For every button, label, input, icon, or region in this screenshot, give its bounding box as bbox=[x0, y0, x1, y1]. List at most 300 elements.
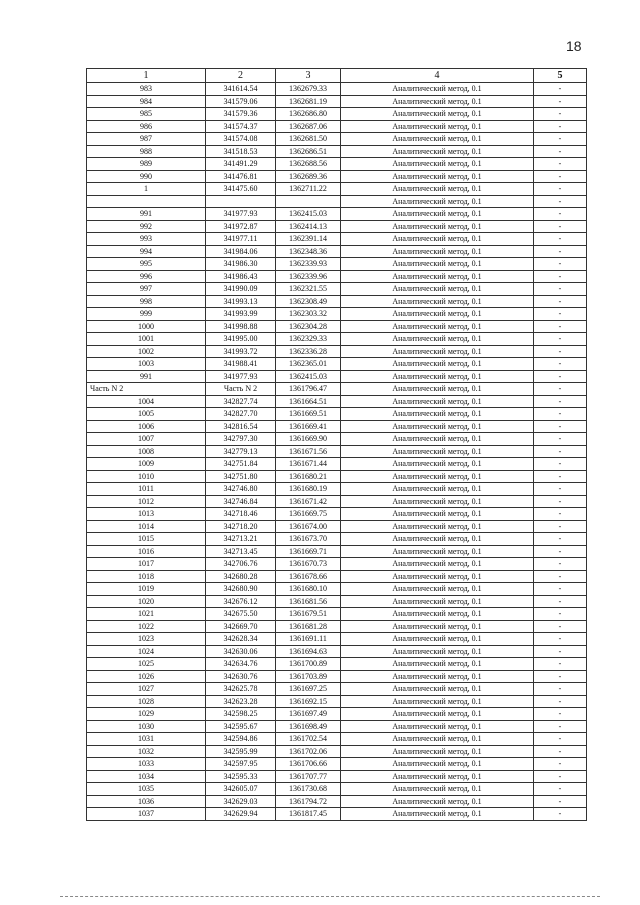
x-coordinate-cell: 341977.93 bbox=[206, 208, 276, 221]
x-coordinate-cell: 341993.13 bbox=[206, 295, 276, 308]
column-header-4: 4 bbox=[341, 69, 534, 83]
x-coordinate-cell: 342595.67 bbox=[206, 720, 276, 733]
column-header-2: 2 bbox=[206, 69, 276, 83]
point-number-cell: 1034 bbox=[87, 770, 206, 783]
point-number-cell: 1021 bbox=[87, 608, 206, 621]
x-coordinate-cell: 341984.06 bbox=[206, 245, 276, 258]
accuracy-cell: - bbox=[534, 358, 587, 371]
y-coordinate-cell: 1362711.22 bbox=[276, 183, 341, 196]
table-row bbox=[87, 520, 587, 533]
method-cell: Аналитический метод, 0.1 bbox=[341, 245, 534, 258]
table-row bbox=[87, 558, 587, 571]
accuracy-cell: - bbox=[534, 470, 587, 483]
x-coordinate-cell: 342797.30 bbox=[206, 433, 276, 446]
point-number-cell: 1017 bbox=[87, 558, 206, 571]
method-cell: Аналитический метод, 0.1 bbox=[341, 408, 534, 421]
point-number-cell: 997 bbox=[87, 283, 206, 296]
y-coordinate-cell: 1362681.19 bbox=[276, 95, 341, 108]
y-coordinate-cell: 1362329.33 bbox=[276, 333, 341, 346]
x-coordinate-cell: Часть N 2 bbox=[206, 383, 276, 396]
accuracy-cell: - bbox=[534, 295, 587, 308]
method-cell: Аналитический метод, 0.1 bbox=[341, 808, 534, 821]
accuracy-cell: - bbox=[534, 633, 587, 646]
method-cell: Аналитический метод, 0.1 bbox=[341, 508, 534, 521]
method-cell: Аналитический метод, 0.1 bbox=[341, 133, 534, 146]
method-cell: Аналитический метод, 0.1 bbox=[341, 420, 534, 433]
y-coordinate-cell: 1361680.10 bbox=[276, 583, 341, 596]
x-coordinate-cell: 342597.95 bbox=[206, 758, 276, 771]
point-number-cell: 1013 bbox=[87, 508, 206, 521]
accuracy-cell: - bbox=[534, 233, 587, 246]
method-cell: Аналитический метод, 0.1 bbox=[341, 570, 534, 583]
point-number-cell: 1006 bbox=[87, 420, 206, 433]
x-coordinate-cell: 342629.03 bbox=[206, 795, 276, 808]
x-coordinate-cell: 341988.41 bbox=[206, 358, 276, 371]
y-coordinate-cell: 1362304.28 bbox=[276, 320, 341, 333]
method-cell: Аналитический метод, 0.1 bbox=[341, 695, 534, 708]
x-coordinate-cell: 342713.21 bbox=[206, 533, 276, 546]
table-row bbox=[87, 470, 587, 483]
point-number-cell: 1004 bbox=[87, 395, 206, 408]
y-coordinate-cell: 1361678.66 bbox=[276, 570, 341, 583]
method-cell: Аналитический метод, 0.1 bbox=[341, 333, 534, 346]
y-coordinate-cell: 1361700.89 bbox=[276, 658, 341, 671]
y-coordinate-cell: 1361706.66 bbox=[276, 758, 341, 771]
accuracy-cell: - bbox=[534, 345, 587, 358]
x-coordinate-cell: 342676.12 bbox=[206, 595, 276, 608]
y-coordinate-cell: 1362687.06 bbox=[276, 120, 341, 133]
point-number-cell: 1019 bbox=[87, 583, 206, 596]
table-row bbox=[87, 395, 587, 408]
table-row bbox=[87, 608, 587, 621]
x-coordinate-cell: 341518.53 bbox=[206, 145, 276, 158]
method-cell: Аналитический метод, 0.1 bbox=[341, 83, 534, 96]
accuracy-cell: - bbox=[534, 120, 587, 133]
method-cell: Аналитический метод, 0.1 bbox=[341, 608, 534, 621]
table-header-row bbox=[87, 69, 587, 83]
x-coordinate-cell: 342628.34 bbox=[206, 633, 276, 646]
point-number-cell: 1026 bbox=[87, 670, 206, 683]
x-coordinate-cell: 342675.50 bbox=[206, 608, 276, 621]
accuracy-cell: - bbox=[534, 383, 587, 396]
x-coordinate-cell: 341574.37 bbox=[206, 120, 276, 133]
point-number-cell: 993 bbox=[87, 233, 206, 246]
x-coordinate-cell: 341475.60 bbox=[206, 183, 276, 196]
y-coordinate-cell: 1362303.32 bbox=[276, 308, 341, 321]
point-number-cell: 992 bbox=[87, 220, 206, 233]
y-coordinate-cell: 1361697.25 bbox=[276, 683, 341, 696]
table-row bbox=[87, 645, 587, 658]
y-coordinate-cell: 1361691.11 bbox=[276, 633, 341, 646]
accuracy-cell: - bbox=[534, 158, 587, 171]
method-cell: Аналитический метод, 0.1 bbox=[341, 358, 534, 371]
footer-divider bbox=[60, 896, 600, 897]
table-row bbox=[87, 208, 587, 221]
x-coordinate-cell: 342605.07 bbox=[206, 783, 276, 796]
y-coordinate-cell: 1361707.77 bbox=[276, 770, 341, 783]
point-number-cell: 1025 bbox=[87, 658, 206, 671]
y-coordinate-cell: 1362679.33 bbox=[276, 83, 341, 96]
table-row bbox=[87, 570, 587, 583]
point-number-cell: 995 bbox=[87, 258, 206, 271]
x-coordinate-cell: 342718.20 bbox=[206, 520, 276, 533]
point-number-cell: 1015 bbox=[87, 533, 206, 546]
accuracy-cell: - bbox=[534, 583, 587, 596]
y-coordinate-cell: 1361680.19 bbox=[276, 483, 341, 496]
method-cell: Аналитический метод, 0.1 bbox=[341, 370, 534, 383]
point-number-cell: 990 bbox=[87, 170, 206, 183]
method-cell: Аналитический метод, 0.1 bbox=[341, 783, 534, 796]
method-cell: Аналитический метод, 0.1 bbox=[341, 658, 534, 671]
method-cell: Аналитический метод, 0.1 bbox=[341, 258, 534, 271]
y-coordinate-cell: 1362321.55 bbox=[276, 283, 341, 296]
table-row bbox=[87, 120, 587, 133]
point-number-cell: 1035 bbox=[87, 783, 206, 796]
table-row bbox=[87, 245, 587, 258]
table-row bbox=[87, 545, 587, 558]
point-number-cell: 1029 bbox=[87, 708, 206, 721]
accuracy-cell: - bbox=[534, 758, 587, 771]
point-number-cell: 984 bbox=[87, 95, 206, 108]
point-number-cell: 983 bbox=[87, 83, 206, 96]
method-cell: Аналитический метод, 0.1 bbox=[341, 158, 534, 171]
method-cell: Аналитический метод, 0.1 bbox=[341, 533, 534, 546]
point-number-cell: 1027 bbox=[87, 683, 206, 696]
x-coordinate-cell: 341993.99 bbox=[206, 308, 276, 321]
accuracy-cell: - bbox=[534, 258, 587, 271]
x-coordinate-cell: 341998.88 bbox=[206, 320, 276, 333]
accuracy-cell: - bbox=[534, 570, 587, 583]
table-row bbox=[87, 633, 587, 646]
table-row bbox=[87, 583, 587, 596]
table-body bbox=[87, 83, 587, 821]
method-cell: Аналитический метод, 0.1 bbox=[341, 520, 534, 533]
x-coordinate-cell: 342746.80 bbox=[206, 483, 276, 496]
method-cell: Аналитический метод, 0.1 bbox=[341, 745, 534, 758]
y-coordinate-cell: 1361669.51 bbox=[276, 408, 341, 421]
table-row bbox=[87, 620, 587, 633]
y-coordinate-cell: 1362365.01 bbox=[276, 358, 341, 371]
table-row bbox=[87, 733, 587, 746]
accuracy-cell: - bbox=[534, 595, 587, 608]
point-number-cell: 989 bbox=[87, 158, 206, 171]
method-cell: Аналитический метод, 0.1 bbox=[341, 145, 534, 158]
method-cell: Аналитический метод, 0.1 bbox=[341, 283, 534, 296]
y-coordinate-cell: 1361697.49 bbox=[276, 708, 341, 721]
table-row bbox=[87, 708, 587, 721]
method-cell: Аналитический метод, 0.1 bbox=[341, 108, 534, 121]
accuracy-cell: - bbox=[534, 533, 587, 546]
table-row bbox=[87, 295, 587, 308]
y-coordinate-cell: 1362339.93 bbox=[276, 258, 341, 271]
method-cell: Аналитический метод, 0.1 bbox=[341, 345, 534, 358]
accuracy-cell: - bbox=[534, 608, 587, 621]
method-cell: Аналитический метод, 0.1 bbox=[341, 733, 534, 746]
method-cell: Аналитический метод, 0.1 bbox=[341, 395, 534, 408]
page-number: 18 bbox=[566, 38, 582, 54]
x-coordinate-cell: 341986.43 bbox=[206, 270, 276, 283]
table-row bbox=[87, 483, 587, 496]
accuracy-cell: - bbox=[534, 195, 587, 208]
method-cell: Аналитический метод, 0.1 bbox=[341, 495, 534, 508]
accuracy-cell: - bbox=[534, 83, 587, 96]
accuracy-cell: - bbox=[534, 433, 587, 446]
table-row bbox=[87, 320, 587, 333]
table-row bbox=[87, 383, 587, 396]
point-number-cell: 1005 bbox=[87, 408, 206, 421]
point-number-cell: 1011 bbox=[87, 483, 206, 496]
method-cell: Аналитический метод, 0.1 bbox=[341, 758, 534, 771]
y-coordinate-cell: 1362336.28 bbox=[276, 345, 341, 358]
accuracy-cell: - bbox=[534, 520, 587, 533]
point-number-cell: 1007 bbox=[87, 433, 206, 446]
accuracy-cell: - bbox=[534, 208, 587, 221]
accuracy-cell: - bbox=[534, 145, 587, 158]
y-coordinate-cell: 1361671.42 bbox=[276, 495, 341, 508]
table-row bbox=[87, 233, 587, 246]
x-coordinate-cell: 341977.93 bbox=[206, 370, 276, 383]
table-row bbox=[87, 508, 587, 521]
x-coordinate-cell: 342669.70 bbox=[206, 620, 276, 633]
accuracy-cell: - bbox=[534, 645, 587, 658]
table-row bbox=[87, 808, 587, 821]
method-cell: Аналитический метод, 0.1 bbox=[341, 308, 534, 321]
method-cell: Аналитический метод, 0.1 bbox=[341, 583, 534, 596]
method-cell: Аналитический метод, 0.1 bbox=[341, 708, 534, 721]
accuracy-cell: - bbox=[534, 170, 587, 183]
y-coordinate-cell: 1361671.44 bbox=[276, 458, 341, 471]
method-cell: Аналитический метод, 0.1 bbox=[341, 170, 534, 183]
y-coordinate-cell: 1361694.63 bbox=[276, 645, 341, 658]
table-row bbox=[87, 695, 587, 708]
method-cell: Аналитический метод, 0.1 bbox=[341, 795, 534, 808]
x-coordinate-cell: 342595.33 bbox=[206, 770, 276, 783]
point-number-cell: 1032 bbox=[87, 745, 206, 758]
y-coordinate-cell: 1362686.80 bbox=[276, 108, 341, 121]
x-coordinate-cell: 342746.84 bbox=[206, 495, 276, 508]
table-row bbox=[87, 495, 587, 508]
y-coordinate-cell: 1362308.49 bbox=[276, 295, 341, 308]
y-coordinate-cell: 1362415.03 bbox=[276, 208, 341, 221]
method-cell: Аналитический метод, 0.1 bbox=[341, 645, 534, 658]
accuracy-cell: - bbox=[534, 720, 587, 733]
method-cell: Аналитический метод, 0.1 bbox=[341, 295, 534, 308]
accuracy-cell: - bbox=[534, 270, 587, 283]
x-coordinate-cell: 341491.29 bbox=[206, 158, 276, 171]
accuracy-cell: - bbox=[534, 133, 587, 146]
y-coordinate-cell: 1361674.00 bbox=[276, 520, 341, 533]
point-number-cell: 985 bbox=[87, 108, 206, 121]
x-coordinate-cell: 342706.76 bbox=[206, 558, 276, 571]
method-cell: Аналитический метод, 0.1 bbox=[341, 558, 534, 571]
column-header-1: 1 bbox=[87, 69, 206, 83]
x-coordinate-cell: 342630.76 bbox=[206, 670, 276, 683]
table-row bbox=[87, 183, 587, 196]
table-row bbox=[87, 370, 587, 383]
accuracy-cell: - bbox=[534, 308, 587, 321]
accuracy-cell: - bbox=[534, 708, 587, 721]
accuracy-cell: - bbox=[534, 408, 587, 421]
accuracy-cell: - bbox=[534, 558, 587, 571]
point-number-cell: 1028 bbox=[87, 695, 206, 708]
y-coordinate-cell: 1361702.54 bbox=[276, 733, 341, 746]
method-cell: Аналитический метод, 0.1 bbox=[341, 670, 534, 683]
table-row bbox=[87, 345, 587, 358]
y-coordinate-cell bbox=[276, 195, 341, 208]
table-row bbox=[87, 270, 587, 283]
x-coordinate-cell: 342751.84 bbox=[206, 458, 276, 471]
accuracy-cell: - bbox=[534, 670, 587, 683]
table-row bbox=[87, 108, 587, 121]
table-row bbox=[87, 433, 587, 446]
accuracy-cell: - bbox=[534, 508, 587, 521]
method-cell: Аналитический метод, 0.1 bbox=[341, 483, 534, 496]
table-row bbox=[87, 258, 587, 271]
point-number-cell: 1010 bbox=[87, 470, 206, 483]
accuracy-cell: - bbox=[534, 783, 587, 796]
point-number-cell: 999 bbox=[87, 308, 206, 321]
method-cell: Аналитический метод, 0.1 bbox=[341, 383, 534, 396]
point-number-cell: 1012 bbox=[87, 495, 206, 508]
table-row bbox=[87, 133, 587, 146]
method-cell: Аналитический метод, 0.1 bbox=[341, 633, 534, 646]
point-number-cell: 994 bbox=[87, 245, 206, 258]
y-coordinate-cell: 1361669.41 bbox=[276, 420, 341, 433]
table-row bbox=[87, 658, 587, 671]
x-coordinate-cell: 341579.06 bbox=[206, 95, 276, 108]
y-coordinate-cell: 1361730.68 bbox=[276, 783, 341, 796]
table-row bbox=[87, 308, 587, 321]
table-row bbox=[87, 283, 587, 296]
method-cell: Аналитический метод, 0.1 bbox=[341, 545, 534, 558]
table-row bbox=[87, 795, 587, 808]
table-row bbox=[87, 445, 587, 458]
y-coordinate-cell: 1361670.73 bbox=[276, 558, 341, 571]
table-row bbox=[87, 95, 587, 108]
accuracy-cell: - bbox=[534, 483, 587, 496]
method-cell: Аналитический метод, 0.1 bbox=[341, 470, 534, 483]
accuracy-cell: - bbox=[534, 683, 587, 696]
y-coordinate-cell: 1361794.72 bbox=[276, 795, 341, 808]
point-number-cell: 991 bbox=[87, 370, 206, 383]
y-coordinate-cell: 1361669.90 bbox=[276, 433, 341, 446]
x-coordinate-cell: 341977.11 bbox=[206, 233, 276, 246]
point-number-cell: 1 bbox=[87, 183, 206, 196]
table-row bbox=[87, 220, 587, 233]
y-coordinate-cell: 1361817.45 bbox=[276, 808, 341, 821]
accuracy-cell: - bbox=[534, 658, 587, 671]
method-cell: Аналитический метод, 0.1 bbox=[341, 320, 534, 333]
y-coordinate-cell: 1362414.13 bbox=[276, 220, 341, 233]
point-number-cell: 1000 bbox=[87, 320, 206, 333]
column-header-5: 5 bbox=[534, 69, 587, 83]
y-coordinate-cell: 1361671.56 bbox=[276, 445, 341, 458]
coordinates-table bbox=[86, 68, 587, 821]
y-coordinate-cell: 1361664.51 bbox=[276, 395, 341, 408]
y-coordinate-cell: 1361702.06 bbox=[276, 745, 341, 758]
point-number-cell: 987 bbox=[87, 133, 206, 146]
y-coordinate-cell: 1361680.21 bbox=[276, 470, 341, 483]
accuracy-cell: - bbox=[534, 620, 587, 633]
method-cell: Аналитический метод, 0.1 bbox=[341, 620, 534, 633]
point-number-cell: 1022 bbox=[87, 620, 206, 633]
accuracy-cell: - bbox=[534, 808, 587, 821]
accuracy-cell: - bbox=[534, 333, 587, 346]
x-coordinate-cell: 342713.45 bbox=[206, 545, 276, 558]
table-row bbox=[87, 758, 587, 771]
accuracy-cell: - bbox=[534, 220, 587, 233]
y-coordinate-cell: 1362681.50 bbox=[276, 133, 341, 146]
accuracy-cell: - bbox=[534, 495, 587, 508]
x-coordinate-cell: 341579.36 bbox=[206, 108, 276, 121]
y-coordinate-cell: 1362415.03 bbox=[276, 370, 341, 383]
method-cell: Аналитический метод, 0.1 bbox=[341, 720, 534, 733]
table-row bbox=[87, 83, 587, 96]
x-coordinate-cell: 342623.28 bbox=[206, 695, 276, 708]
accuracy-cell: - bbox=[534, 320, 587, 333]
accuracy-cell: - bbox=[534, 695, 587, 708]
table-row bbox=[87, 745, 587, 758]
y-coordinate-cell: 1361673.70 bbox=[276, 533, 341, 546]
table-row bbox=[87, 595, 587, 608]
accuracy-cell: - bbox=[534, 795, 587, 808]
table-row bbox=[87, 720, 587, 733]
accuracy-cell: - bbox=[534, 283, 587, 296]
y-coordinate-cell: 1362689.36 bbox=[276, 170, 341, 183]
point-number-cell: 1024 bbox=[87, 645, 206, 658]
column-header-3: 3 bbox=[276, 69, 341, 83]
x-coordinate-cell bbox=[206, 195, 276, 208]
point-number-cell: 1018 bbox=[87, 570, 206, 583]
point-number-cell: Часть N 2 bbox=[87, 383, 206, 396]
method-cell: Аналитический метод, 0.1 bbox=[341, 120, 534, 133]
table-row bbox=[87, 358, 587, 371]
y-coordinate-cell: 1362688.56 bbox=[276, 158, 341, 171]
accuracy-cell: - bbox=[534, 420, 587, 433]
x-coordinate-cell: 341995.00 bbox=[206, 333, 276, 346]
table-row bbox=[87, 458, 587, 471]
accuracy-cell: - bbox=[534, 458, 587, 471]
method-cell: Аналитический метод, 0.1 bbox=[341, 458, 534, 471]
table-row bbox=[87, 670, 587, 683]
table-row bbox=[87, 145, 587, 158]
method-cell: Аналитический метод, 0.1 bbox=[341, 683, 534, 696]
x-coordinate-cell: 342598.25 bbox=[206, 708, 276, 721]
y-coordinate-cell: 1361681.28 bbox=[276, 620, 341, 633]
x-coordinate-cell: 342595.99 bbox=[206, 745, 276, 758]
method-cell: Аналитический метод, 0.1 bbox=[341, 770, 534, 783]
point-number-cell: 986 bbox=[87, 120, 206, 133]
x-coordinate-cell: 342779.13 bbox=[206, 445, 276, 458]
x-coordinate-cell: 341990.09 bbox=[206, 283, 276, 296]
point-number-cell: 1020 bbox=[87, 595, 206, 608]
method-cell: Аналитический метод, 0.1 bbox=[341, 445, 534, 458]
table-row bbox=[87, 408, 587, 421]
point-number-cell: 1030 bbox=[87, 720, 206, 733]
y-coordinate-cell: 1361703.89 bbox=[276, 670, 341, 683]
y-coordinate-cell: 1362391.14 bbox=[276, 233, 341, 246]
accuracy-cell: - bbox=[534, 183, 587, 196]
x-coordinate-cell: 342680.28 bbox=[206, 570, 276, 583]
point-number-cell: 1031 bbox=[87, 733, 206, 746]
table-row bbox=[87, 420, 587, 433]
y-coordinate-cell: 1361796.47 bbox=[276, 383, 341, 396]
x-coordinate-cell: 341972.87 bbox=[206, 220, 276, 233]
accuracy-cell: - bbox=[534, 545, 587, 558]
x-coordinate-cell: 341993.72 bbox=[206, 345, 276, 358]
table-row bbox=[87, 158, 587, 171]
point-number-cell: 1036 bbox=[87, 795, 206, 808]
